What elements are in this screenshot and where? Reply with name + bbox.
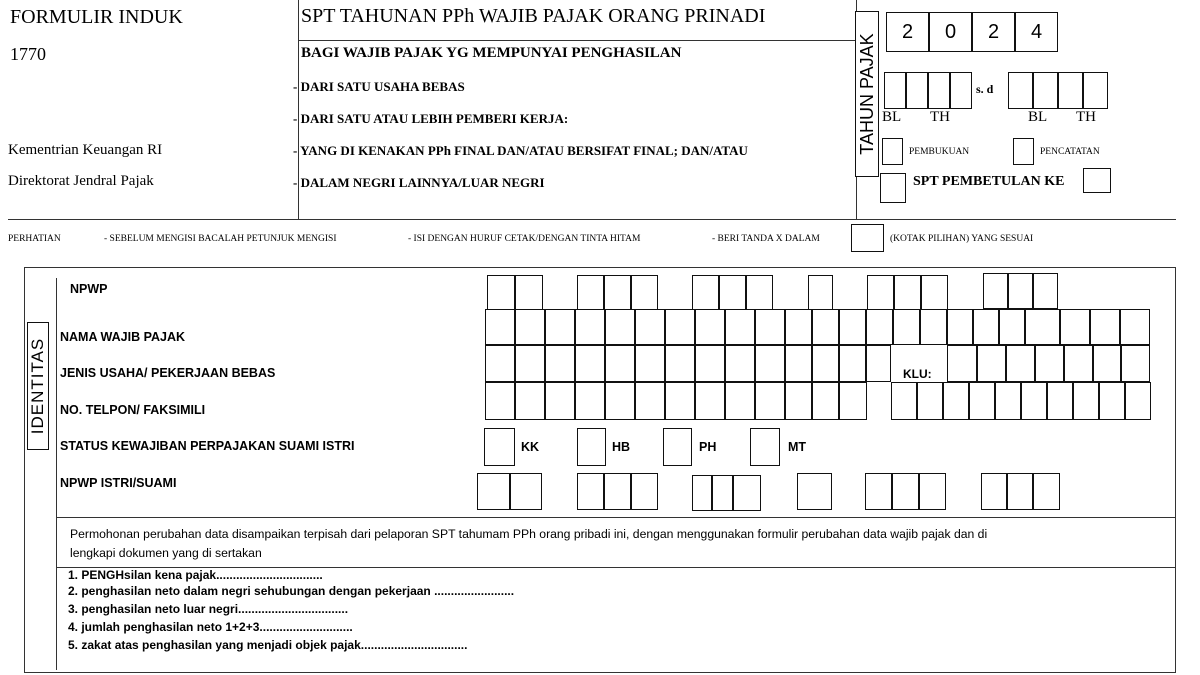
period-sd: s. d [976,82,994,96]
nama-cell[interactable] [866,309,893,345]
bl-label-1: BL [882,109,902,125]
klu-cell[interactable] [1121,345,1150,382]
status-ph-label: PH [699,440,717,454]
telpon-cell[interactable] [605,382,635,420]
npwp-cell[interactable] [577,275,604,311]
year-digit-1[interactable]: 2 [886,12,929,52]
pembetulan-checkbox[interactable] [880,173,906,203]
jenis-usaha-cell[interactable] [515,345,545,382]
nama-cell[interactable] [920,309,947,345]
th-label-2: TH [1076,109,1096,125]
status-hb-checkbox[interactable] [577,428,606,466]
period-end-cell[interactable] [1033,72,1058,109]
spt-title: SPT TAHUNAN PPh WAJIB PAJAK ORANG PRINADI [301,5,766,27]
nama-cell[interactable] [545,309,575,345]
faksimili-cell[interactable] [1125,382,1151,420]
npwp-cell[interactable] [894,275,921,311]
faksimili-cell[interactable] [1047,382,1073,420]
telpon-cell[interactable] [485,382,515,420]
nama-cell[interactable] [725,309,755,345]
tahun-pajak-label: TAHUN PAJAK [857,33,877,155]
notice-3: - BERI TANDA X DALAM [712,234,820,244]
jenis-usaha-label: JENIS USAHA/ PEKERJAAN BEBAS [60,366,276,380]
npwp-cell[interactable] [921,275,948,311]
notice-4: (KOTAK PILIHAN) YANG SESUAI [890,234,1034,244]
klu-cell[interactable] [947,345,977,382]
faksimili-cell[interactable] [943,382,969,420]
pembukuan-label: PEMBUKUAN [909,147,970,157]
nama-cell[interactable] [665,309,695,345]
npwp-cell[interactable] [719,275,746,311]
form-number: 1770 [10,44,46,64]
klu-cell[interactable] [977,345,1006,382]
faksimili-cell[interactable] [917,382,943,420]
note-line-1: Permohonan perubahan data disampaikan terpisah dari pelaporan SPT tahumam PPh orang pribadi ini, dengan menggunakan formulir perubahan data wajib pajak dan di [70,527,988,541]
telpon-cell[interactable] [785,382,812,420]
nama-cell[interactable] [973,309,999,345]
identitas-inner-divider [56,278,57,670]
telpon-cell[interactable] [725,382,755,420]
npwp-istri-cell[interactable] [631,473,658,510]
telpon-cell[interactable] [635,382,665,420]
period-end-cell[interactable] [1083,72,1108,109]
nama-cell[interactable] [812,309,839,345]
header-bottom-line [8,219,1176,220]
item-1: 1. PENGHsilan kena pajak................................ [68,568,323,582]
telpon-cell[interactable] [545,382,575,420]
jenis-usaha-cell[interactable] [755,345,785,382]
jenis-usaha-cell[interactable] [812,345,839,382]
nama-cell[interactable] [635,309,665,345]
npwp-istri-cell[interactable] [692,475,712,511]
year-digit-4[interactable]: 4 [1015,12,1058,52]
npwp-cell[interactable] [1033,273,1058,309]
title-underline [298,40,856,41]
jenis-usaha-cell[interactable] [575,345,605,382]
jenis-usaha-cell[interactable] [785,345,812,382]
nama-cell[interactable] [999,309,1025,345]
nama-cell[interactable] [695,309,725,345]
npwp-istri-cell[interactable] [733,475,761,511]
nama-label: NAMA WAJIB PAJAK [60,330,186,344]
pencatatan-checkbox[interactable] [1013,138,1034,165]
faksimili-cell[interactable] [969,382,995,420]
npwp-cell[interactable] [515,275,543,311]
bullet-1: - DARI SATU USAHA BEBAS [293,79,465,94]
nama-cell[interactable] [947,309,973,345]
note-line-2: lengkapi dokumen yang di sertakan [70,546,262,560]
bl-label-2: BL [1028,109,1048,125]
npwp-istri-cell[interactable] [797,473,832,510]
notice-1: - SEBELUM MENGISI BACALAH PETUNJUK MENGISI [104,234,337,244]
period-start-cell[interactable] [884,72,906,109]
item-3: 3. penghasilan neto luar negri................................. [68,602,349,616]
bullet-3: - YANG DI KENAKAN PPh FINAL DAN/ATAU BERSIFAT FINAL; DAN/ATAU [293,143,748,158]
faksimili-cell[interactable] [891,382,917,420]
status-mt-checkbox[interactable] [750,428,780,466]
npwp-label: NPWP [70,282,108,296]
telpon-cell[interactable] [695,382,725,420]
period-end-cell[interactable] [1008,72,1033,109]
jenis-usaha-cell[interactable] [545,345,575,382]
nama-cell[interactable] [1090,309,1120,345]
jenis-usaha-cell[interactable] [695,345,725,382]
npwp-istri-cell[interactable] [1007,473,1033,510]
notice-2: - ISI DENGAN HURUF CETAK/DENGAN TINTA HITAM [408,234,641,244]
faksimili-cell[interactable] [995,382,1021,420]
nama-cell[interactable] [755,309,785,345]
npwp-cell[interactable] [808,275,833,311]
npwp-istri-cell[interactable] [865,473,892,510]
klu-cell[interactable] [1064,345,1093,382]
npwp-cell[interactable] [604,275,631,311]
year-digit-2[interactable]: 0 [929,12,972,52]
item-5: 5. zakat atas penghasilan yang menjadi objek pajak................................ [68,638,468,652]
nama-cell[interactable] [1120,309,1150,345]
jenis-usaha-cell[interactable] [605,345,635,382]
bullet-4: - DALAM NEGRI LAINNYA/LUAR NEGRI [293,175,545,190]
nama-cell[interactable] [575,309,605,345]
status-hb-label: HB [612,440,631,454]
klu-cell[interactable] [1006,345,1035,382]
faksimili-cell[interactable] [1099,382,1125,420]
status-label: STATUS KEWAJIBAN PERPAJAKAN SUAMI ISTRI [60,439,355,453]
nama-cell[interactable] [785,309,812,345]
telpon-label: NO. TELPON/ FAKSIMILI [60,403,206,417]
jenis-usaha-cell[interactable] [485,345,515,382]
pembukuan-checkbox[interactable] [882,138,903,165]
jenis-usaha-cell[interactable] [665,345,695,382]
nama-cell[interactable] [1060,309,1090,345]
npwp-cell[interactable] [867,275,894,311]
telpon-cell[interactable] [755,382,785,420]
subtitle: BAGI WAJIB PAJAK YG MEMPUNYAI PENGHASILAN [301,45,682,61]
klu-label: KLU: [903,367,932,381]
ministry: Kementrian Keuangan RI [8,142,163,158]
item-2: 2. penghasilan neto dalam negri sehubungan dengan pekerjaan ........................ [68,584,515,598]
telpon-cell[interactable] [575,382,605,420]
faksimili-cell[interactable] [1073,382,1099,420]
klu-cell[interactable] [1035,345,1064,382]
npwp-istri-cell[interactable] [477,473,510,510]
pencatatan-label: PENCATATAN [1040,147,1100,157]
status-ph-checkbox[interactable] [663,428,692,466]
note-top-line [57,517,1175,518]
npwp-istri-cell[interactable] [1033,473,1060,510]
npwp-istri-cell[interactable] [577,473,604,510]
npwp-istri-cell[interactable] [510,473,542,510]
directorate: Direktorat Jendral Pajak [8,173,154,189]
jenis-usaha-cell[interactable] [839,345,866,382]
th-label-1: TH [930,109,950,125]
jenis-usaha-cell[interactable] [635,345,665,382]
telpon-cell[interactable] [839,382,867,420]
item-4: 4. jumlah penghasilan neto 1+2+3............................ [68,620,353,634]
identitas-label: IDENTITAS [28,337,47,435]
status-kk-label: KK [521,440,540,454]
nama-cell[interactable] [839,309,866,345]
pembetulan-number-box[interactable] [1083,168,1111,193]
nama-cell[interactable] [893,309,920,345]
nama-cell[interactable] [515,309,545,345]
period-start-cell[interactable] [906,72,928,109]
jenis-usaha-cell[interactable] [866,345,891,382]
nama-cell[interactable] [1025,309,1060,345]
status-kk-checkbox[interactable] [484,428,515,466]
period-end-cell[interactable] [1058,72,1083,109]
npwp-cell[interactable] [983,273,1008,309]
example-checkbox [851,224,884,252]
form-title: FORMULIR INDUK [10,6,183,28]
npwp-cell[interactable] [631,275,658,311]
npwp-istri-cell[interactable] [919,473,946,510]
klu-cell[interactable] [1093,345,1121,382]
status-mt-label: MT [788,440,807,454]
npwp-cell[interactable] [746,275,773,311]
period-start-cell[interactable] [950,72,972,109]
nama-cell[interactable] [605,309,635,345]
npwp-cell[interactable] [1008,273,1033,309]
npwp-cell[interactable] [487,275,515,311]
faksimili-cell[interactable] [1021,382,1047,420]
nama-cell[interactable] [485,309,515,345]
perhatian: PERHATIAN [8,234,61,244]
pembetulan-label: SPT PEMBETULAN KE [913,174,1065,189]
telpon-cell[interactable] [515,382,545,420]
npwp-istri-cell[interactable] [892,473,919,510]
telpon-cell[interactable] [665,382,695,420]
telpon-cell[interactable] [812,382,839,420]
npwp-istri-cell[interactable] [712,475,733,511]
bullet-2: - DARI SATU ATAU LEBIH PEMBERI KERJA: [293,111,569,126]
period-start-cell[interactable] [928,72,950,109]
jenis-usaha-cell[interactable] [725,345,755,382]
npwp-istri-cell[interactable] [604,473,631,510]
npwp-istri-label: NPWP ISTRI/SUAMI [60,476,177,490]
npwp-cell[interactable] [692,275,719,311]
npwp-istri-cell[interactable] [981,473,1007,510]
year-digit-3[interactable]: 2 [972,12,1015,52]
